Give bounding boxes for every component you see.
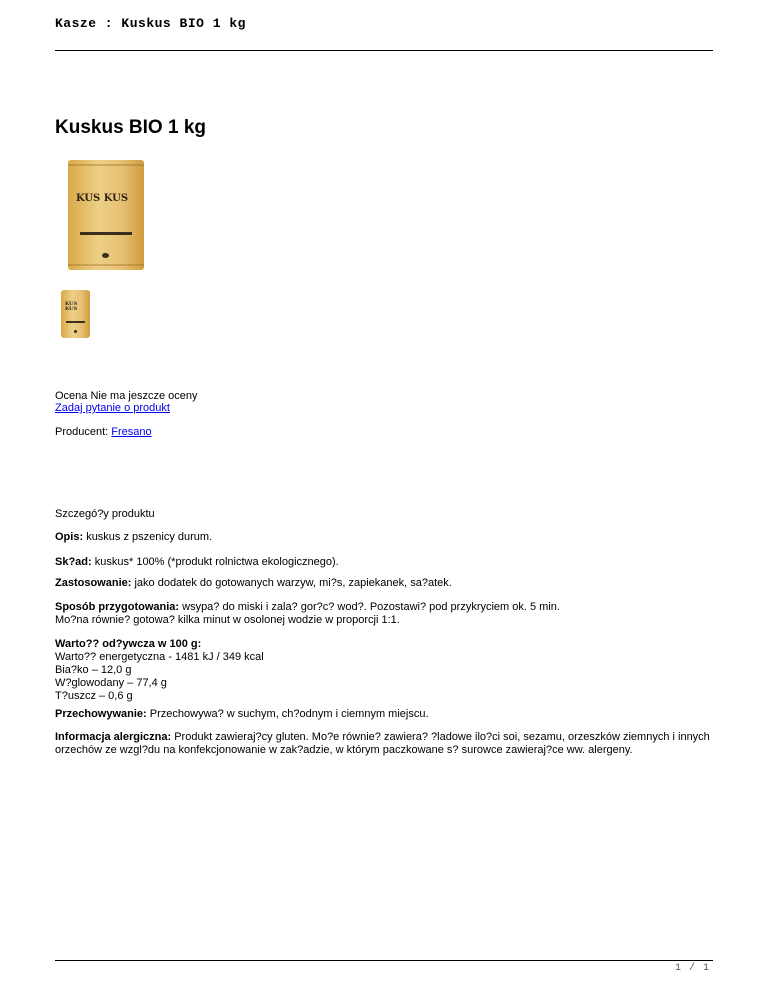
footer-divider	[55, 960, 713, 961]
detail-przechowywanie-text: Przechowywa? w suchym, ch?odnym i ciemnym miejscu.	[149, 708, 429, 720]
bag-logo	[74, 330, 77, 333]
header-divider	[55, 50, 713, 51]
bag-seam	[68, 264, 144, 266]
detail-sklad	[55, 556, 339, 569]
page-header-breadcrumb: Kasze : Kuskus BIO 1 kg	[55, 16, 246, 31]
detail-nutrition	[55, 638, 264, 703]
bag-brand-text: KUS KUS	[76, 193, 129, 204]
nutrition-line: Warto?? energetyczna - 1481 kJ / 349 kcal	[55, 651, 264, 663]
nutrition-heading: Warto?? od?ywcza w 100 g:	[55, 638, 202, 650]
detail-sklad-text: kuskus* 100% (*produkt rolnictwa ekologicznego).	[94, 556, 339, 568]
producer-label: Producent:	[55, 426, 109, 438]
ask-question-row	[55, 402, 170, 415]
detail-zastosowanie	[55, 577, 452, 590]
producer-link[interactable]: Fresano	[111, 426, 152, 438]
detail-opis-label: Opis:	[55, 531, 84, 543]
nutrition-line: Bia?ko – 12,0 g	[55, 664, 132, 676]
bag-logo	[102, 253, 109, 258]
detail-przygotowanie-text: wsypa? do miski i zala? gor?c? wod?. Pozostawi? pod przykryciem ok. 5 min.	[182, 601, 560, 613]
rating-value: Nie ma jeszcze oceny	[90, 390, 198, 402]
detail-przygotowanie-text2: Mo?na równie? gotowa? kilka minut w osolonej wodzie w proporcji 1:1.	[55, 614, 400, 626]
detail-przechowywanie-label: Przechowywanie:	[55, 708, 147, 720]
rating-label: Ocena	[55, 390, 88, 402]
bag-band	[66, 321, 85, 323]
bag-seam	[68, 164, 144, 166]
detail-zastosowanie-text: jako dodatek do gotowanych warzyw, mi?s, zapiekanek, sa?atek.	[134, 577, 452, 589]
detail-zastosowanie-label: Zastosowanie:	[55, 577, 132, 589]
detail-sklad-label: Sk?ad:	[55, 556, 92, 568]
bag-brand-text: KUS KUS	[65, 301, 78, 312]
detail-alergie-text2: orzechów ze wzgl?du na konfekcjonowanie w zak?adzie, w którym paczkowane s? surowce zawieraj?ce ww. alergeny.	[55, 744, 633, 756]
page-number: 1 / 1	[675, 963, 711, 974]
ask-question-link[interactable]: Zadaj pytanie o produkt	[55, 402, 170, 414]
bag-band	[80, 232, 132, 235]
detail-alergie	[55, 731, 710, 757]
details-heading: Szczegó?y produktu	[55, 508, 155, 520]
nutrition-line: W?glowodany – 77,4 g	[55, 677, 167, 689]
product-image-thumbnail[interactable]	[61, 290, 90, 338]
nutrition-line: T?uszcz – 0,6 g	[55, 690, 133, 702]
product-title: Kuskus BIO 1 kg	[55, 117, 206, 138]
producer	[55, 426, 152, 439]
detail-opis-text: kuskus z pszenicy durum.	[86, 531, 213, 543]
detail-przechowywanie	[55, 708, 429, 721]
detail-alergie-label: Informacja alergiczna:	[55, 731, 172, 743]
detail-przygotowanie	[55, 601, 560, 627]
product-image-main[interactable]	[68, 160, 144, 270]
detail-alergie-text: Produkt zawieraj?cy gluten. Mo?e równie? zawiera? ?ladowe ilo?ci soi, sezamu, orzeszków ziemnych i innych	[174, 731, 710, 743]
detail-przygotowanie-label: Sposób przygotowania:	[55, 601, 180, 613]
detail-opis	[55, 531, 212, 544]
